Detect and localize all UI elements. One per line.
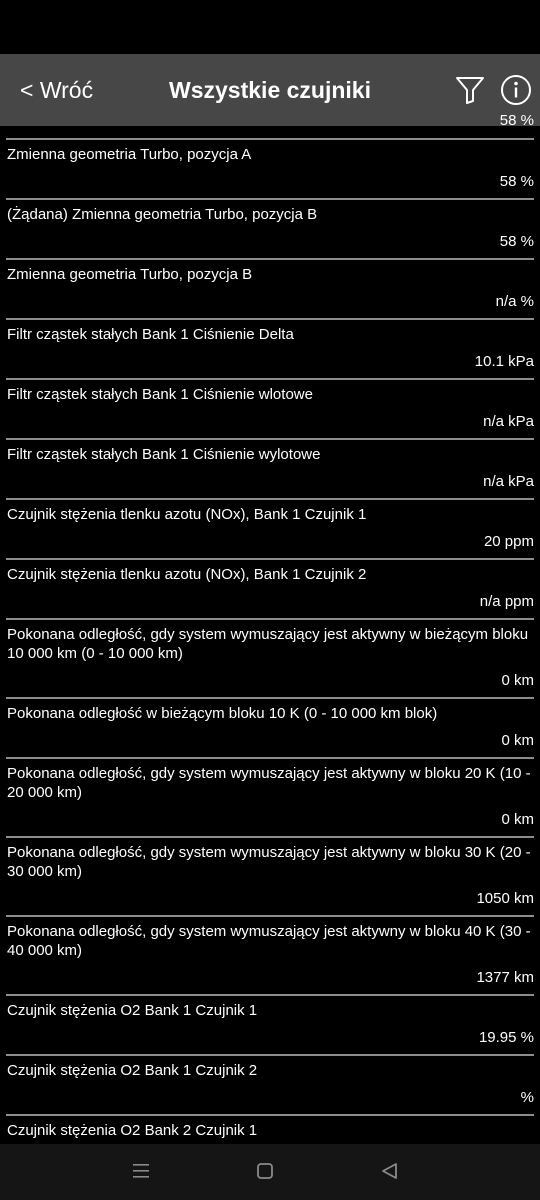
sensor-value: n/a ppm	[479, 593, 534, 610]
system-nav-bar	[0, 1144, 540, 1200]
home-square-icon[interactable]	[250, 1156, 280, 1186]
sensor-row[interactable]	[6, 558, 534, 618]
sensor-name: Pokonana odległość, gdy system wymuszający jest aktywny w bieżącym bloku 10 000 km (0 - 10 000 km)	[7, 626, 529, 662]
sensor-row[interactable]	[6, 1054, 534, 1114]
menu-icon[interactable]	[126, 1156, 156, 1186]
sensor-row[interactable]	[6, 258, 534, 318]
sensor-row[interactable]	[6, 318, 534, 378]
sensor-value: 1050 km	[476, 890, 534, 907]
sensor-value: 0 km	[501, 811, 534, 828]
back-triangle-icon[interactable]	[374, 1156, 404, 1186]
sensor-name: Filtr cząstek stałych Bank 1 Ciśnienie wlotowe	[7, 386, 313, 403]
sensor-value: %	[520, 1089, 534, 1106]
sensor-name: (Żądana) Zmienna geometria Turbo, pozycja B	[7, 206, 318, 223]
filter-icon[interactable]	[454, 74, 486, 106]
sensor-row[interactable]	[6, 378, 534, 438]
sensor-value: 1377 km	[476, 969, 534, 986]
sensor-value: 19.95 %	[478, 1029, 534, 1046]
sensor-row[interactable]	[6, 198, 534, 258]
sensor-name: Czujnik stężenia O2 Bank 1 Czujnik 1	[7, 1002, 258, 1019]
sensor-value: 58 %	[499, 233, 534, 250]
sensor-value: 0 km	[501, 732, 534, 749]
sensor-row[interactable]	[6, 697, 534, 757]
status-bar	[0, 0, 540, 54]
sensor-row[interactable]	[6, 757, 534, 836]
sensor-row[interactable]	[6, 438, 534, 498]
sensor-name: Pokonana odległość, gdy system wymuszający jest aktywny w bloku 40 K (30 - 40 000 km)	[7, 923, 531, 959]
sensor-value: 58 %	[499, 173, 534, 190]
sensor-row[interactable]	[6, 994, 534, 1054]
list-item-partial	[0, 112, 540, 138]
sensor-value: 20 ppm	[483, 533, 534, 550]
sensor-list[interactable]	[0, 112, 540, 1144]
sensor-name: Filtr cząstek stałych Bank 1 Ciśnienie Delta	[7, 326, 294, 343]
sensor-value: 58 %	[499, 112, 534, 129]
back-button[interactable]: < Wróć	[20, 77, 94, 103]
sensor-name: Zmienna geometria Turbo, pozycja A	[7, 146, 252, 163]
sensor-name: Pokonana odległość, gdy system wymuszający jest aktywny w bloku 30 K (20 - 30 000 km)	[7, 844, 531, 880]
sensor-name: Czujnik stężenia O2 Bank 2 Czujnik 1	[7, 1122, 258, 1139]
sensor-value: 10.1 kPa	[474, 353, 534, 370]
sensor-name: Czujnik stężenia tlenku azotu (NOx), Bank 1 Czujnik 1	[7, 506, 367, 523]
sensor-value: n/a kPa	[483, 413, 534, 430]
sensor-row[interactable]	[6, 618, 534, 697]
sensor-name: Filtr cząstek stałych Bank 1 Ciśnienie wylotowe	[7, 446, 321, 463]
sensor-name: Czujnik stężenia tlenku azotu (NOx), Bank 1 Czujnik 2	[7, 566, 367, 583]
sensor-row[interactable]	[6, 498, 534, 558]
sensor-name: Pokonana odległość, gdy system wymuszający jest aktywny w bloku 20 K (10 - 20 000 km)	[7, 765, 531, 801]
sensor-name: Czujnik stężenia O2 Bank 1 Czujnik 2	[7, 1062, 258, 1079]
sensor-value: 0 km	[501, 672, 534, 689]
sensor-row[interactable]	[6, 915, 534, 994]
sensor-name: Zmienna geometria Turbo, pozycja B	[7, 266, 253, 283]
sensor-name: Pokonana odległość w bieżącym bloku 10 K (0 - 10 000 km blok)	[7, 705, 438, 722]
info-icon[interactable]	[500, 74, 532, 106]
sensor-value: n/a kPa	[483, 473, 534, 490]
sensor-value: n/a %	[495, 293, 534, 310]
page-title: Wszystkie czujniki	[169, 77, 371, 103]
sensor-row[interactable]	[6, 138, 534, 198]
sensor-row[interactable]	[6, 836, 534, 915]
top-app-bar	[0, 54, 540, 126]
